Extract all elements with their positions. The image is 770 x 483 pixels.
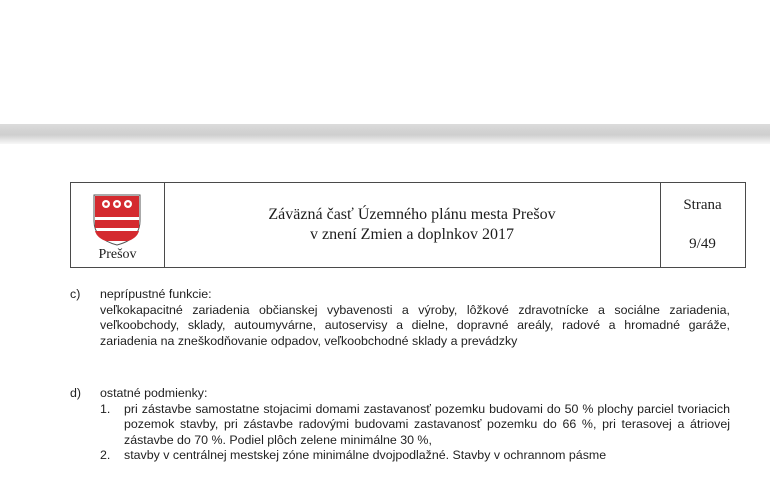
page-info-cell [660,183,745,267]
section-marker: d) [70,386,82,400]
page-separator-bar [0,124,770,144]
document-title-line-1: Záväzná časť Územného plánu mesta Prešov [268,206,556,223]
list-item-text: stavby v centrálnej mestskej zóne minimálne dvojpodlažné. Stavby v ochrannom pásme [124,448,607,462]
conditions-list [100,402,730,464]
section-marker: c) [70,287,81,301]
document-header-table [70,182,746,268]
logo-caption: Prešov [98,247,137,262]
section-heading: neprípustné funkcie: [100,287,212,301]
list-item-number: 2. [100,448,111,462]
page-number: 9/49 [689,236,716,252]
list-item-text: pri zástavbe samostatne stojacimi domami zastavanosť pozemku budovami do 50 % plochy parciel tvoriacich pozemok stavby, pri zástavbe radovými budovami zastavanosť pozemku do 66 %, pri terasovej a átriovej zástavbe do 70 %. Podiel plôch zelene minimálne 30 %, [124,401,730,447]
list-item [100,448,730,464]
presov-coat-of-arms-icon [92,193,142,247]
document-title [164,183,661,267]
list-item [100,402,730,449]
document-title-line-2: v znení Zmien a doplnkov 2017 [310,226,514,243]
top-blank-area [0,0,770,124]
section-paragraph: veľkokapacitné zariadenia občianskej vybavenosti a výroby, lôžkové zdravotnícke a sociálne zariadenia, veľkoobchody, sklady, autoumyvárne, autoservisy a dielne, dopravné areály, radové a hromadné garáže, zariadenia na zneškodňovanie odpadov, veľkoobchodné sklady a prevádzky [100,302,730,348]
page-label: Strana [683,197,722,213]
list-item-number: 1. [100,401,111,416]
header-logo-cell [71,183,165,267]
section-heading: ostatné podmienky: [100,386,208,400]
